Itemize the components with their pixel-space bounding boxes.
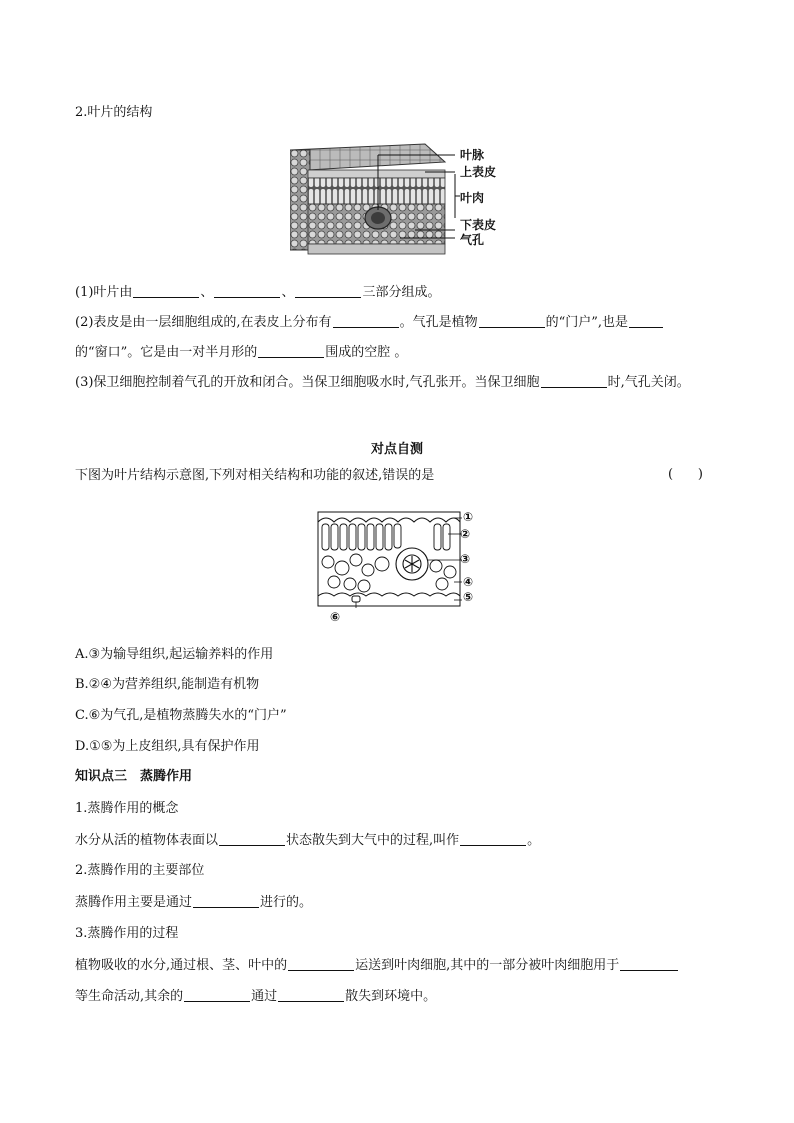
palisade-layer-shape	[308, 178, 445, 204]
question-2-line-1	[75, 313, 664, 332]
p2-blank-1[interactable]	[193, 893, 259, 908]
label-circle-5: ⑤	[463, 590, 474, 604]
p1-text-b: 状态散失到大气中的过程,叫作	[286, 833, 460, 848]
section-3-heading-1: 1.蒸腾作用的概念	[75, 801, 179, 816]
leaf-section-figure	[316, 510, 462, 610]
section-3-paragraph-3	[75, 956, 679, 975]
side-face-shape	[290, 150, 310, 250]
section-3-paragraph-1	[75, 831, 540, 850]
q2-blank-1[interactable]	[333, 313, 399, 328]
section-3-title: 知识点三 蒸腾作用	[75, 769, 193, 784]
q1-sep-2: 、	[281, 285, 295, 300]
section-3-heading-2: 2.蒸腾作用的主要部位	[75, 863, 205, 878]
question-3	[75, 373, 690, 392]
p3-blank-2[interactable]	[620, 956, 678, 971]
p3-blank-1[interactable]	[288, 956, 354, 971]
q2-line2-a: 的“窗口”。它是由一对半月形的	[75, 345, 258, 360]
section-3-paragraph-2	[75, 893, 312, 912]
q2-text-c: 的“门户”,也是	[545, 315, 629, 330]
p4-blank-1[interactable]	[184, 987, 250, 1002]
label-circle-1: ①	[463, 510, 474, 524]
p2-text-a: 蒸腾作用主要是通过	[75, 895, 193, 910]
self-test-question: 下图为叶片结构示意图,下列对相关结构和功能的叙述,错误的是	[75, 468, 435, 483]
q3-blank-1[interactable]	[541, 373, 607, 388]
q2-blank-4[interactable]	[258, 343, 324, 358]
q2-text-b: 。气孔是植物	[399, 315, 478, 330]
question-2-line-2	[75, 343, 407, 362]
question-1	[75, 283, 440, 302]
p2-text-b: 进行的。	[260, 895, 313, 910]
label-vein: 叶脉	[460, 148, 485, 162]
label-circle-2: ②	[460, 527, 471, 541]
p4-text-c: 散失到环境中。	[345, 989, 437, 1004]
upper-epidermis-shape	[308, 170, 445, 178]
q1-blank-2[interactable]	[214, 283, 280, 298]
upper-surface-shape	[290, 144, 445, 170]
p1-text-a: 水分从活的植物体表面以	[75, 833, 219, 848]
label-circle-6: ⑥	[330, 610, 341, 624]
label-mesophyll: 叶肉	[460, 191, 485, 205]
p4-text-b: 通过	[251, 989, 278, 1004]
p3-text-b: 运送到叶肉细胞,其中的一部分被叶肉细胞用于	[355, 958, 620, 973]
q1-text-a: (1)叶片由	[75, 285, 133, 300]
option-a[interactable]: A.③为输导组织,起运输养料的作用	[75, 647, 274, 662]
p4-blank-2[interactable]	[278, 987, 344, 1002]
label-lower-epidermis: 下表皮	[460, 218, 497, 232]
p1-blank-2[interactable]	[460, 831, 526, 846]
option-d[interactable]: D.①⑤为上皮组织,具有保护作用	[75, 739, 260, 754]
q1-sep-1: 、	[200, 285, 214, 300]
label-stoma: 气孔	[460, 233, 485, 247]
label-circle-3: ③	[460, 552, 471, 566]
label-upper-epidermis: 上表皮	[460, 165, 497, 179]
q2-text-a: (2)表皮是由一层细胞组成的,在表皮上分布有	[75, 315, 332, 330]
q3-text-a: (3)保卫细胞控制着气孔的开放和闭合。当保卫细胞吸水时,气孔张开。当保卫细胞	[75, 375, 540, 390]
vein-core-shape	[371, 212, 385, 224]
self-test-title: 对点自测	[370, 442, 423, 457]
section-3-paragraph-4	[75, 987, 436, 1006]
q2-line2-b: 围成的空腔 。	[325, 345, 408, 360]
answer-parentheses[interactable]: ( )	[668, 467, 703, 482]
p3-text-a: 植物吸收的水分,通过根、茎、叶中的	[75, 958, 288, 973]
q1-text-b: 三部分组成。	[362, 285, 441, 300]
section-border-shape	[318, 512, 460, 606]
label-circle-4: ④	[463, 575, 474, 589]
q2-blank-3[interactable]	[629, 313, 663, 328]
q3-text-b: 时,气孔关闭。	[607, 375, 690, 390]
lower-epidermis-shape	[308, 244, 445, 254]
q1-blank-1[interactable]	[133, 283, 199, 298]
option-c[interactable]: C.⑥为气孔,是植物蒸腾失水的“门户”	[75, 708, 287, 723]
section-3-heading-3: 3.蒸腾作用的过程	[75, 926, 179, 941]
p1-blank-1[interactable]	[219, 831, 285, 846]
p1-text-c: 。	[527, 833, 541, 848]
p4-text-a: 等生命活动,其余的	[75, 989, 184, 1004]
q2-blank-2[interactable]	[479, 313, 545, 328]
leaf-structure-heading: 2.叶片的结构	[75, 105, 153, 120]
option-b[interactable]: B.②④为营养组织,能制造有机物	[75, 677, 260, 692]
q1-blank-3[interactable]	[295, 283, 361, 298]
